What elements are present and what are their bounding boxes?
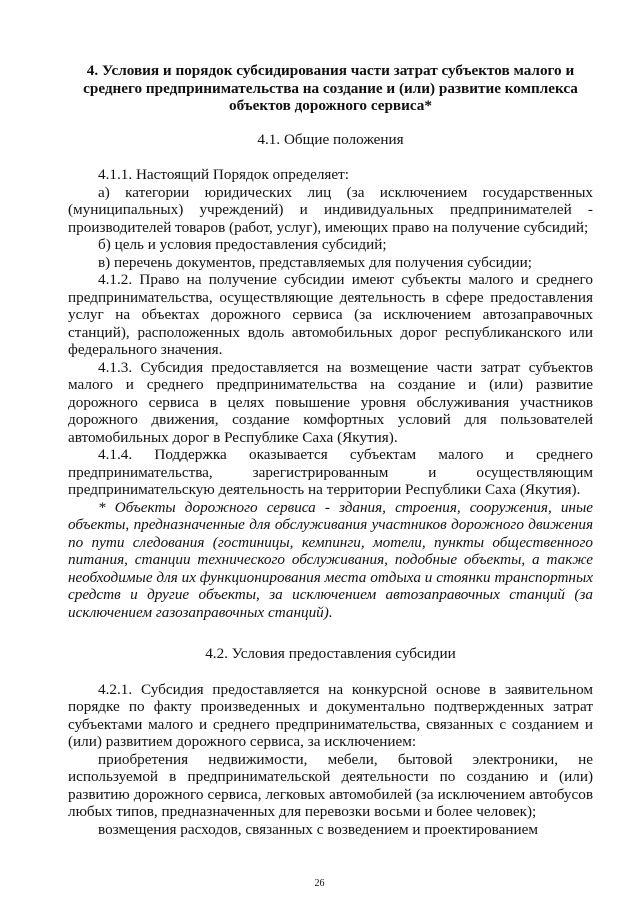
paragraph: приобретения недвижимости, мебели, бытовой электроники, не используемой в предпринимательской деятельности по созданию и (или) развитию дорожного сервиса, легковых автомобилей (за исключением автобусов любых типов, предназначенных для перевозки восьми и более человек);	[68, 750, 593, 820]
paragraph: а) категории юридических лиц (за исключением государственных (муниципальных) учреждений) и индивидуальных предпринимателей - производителей товаров (работ, услуг), имеющих право на получение субсидий;	[68, 183, 593, 236]
section-conditions-body	[68, 681, 593, 839]
page-number: 26	[314, 878, 325, 889]
paragraph: возмещения расходов, связанных с возведением и проектированием	[98, 820, 538, 838]
paragraph: 4.1.1. Настоящий Порядок определяет:	[98, 166, 350, 183]
section-general-body	[68, 166, 593, 621]
paragraph: б) цель и условия предоставления субсидий;	[98, 236, 387, 253]
footnote: * Объекты дорожного сервиса - здания, строения, сооружения, иные объекты, предназначенные для обслуживания участников дорожного движения по пути следования (гостиницы, кемпинги, мотели, пункты общественного питания, станции технического обслуживания, подобные объекты, а также необходимые для их функционирования места отдыха и стоянки транспортных средств и другие объекты, за исключением автозаправочных станций (за исключением газозаправочных станций).	[68, 498, 593, 621]
document-page	[68, 62, 593, 838]
section-heading-conditions: 4.2. Условия предоставления субсидии	[205, 645, 456, 662]
paragraph: 4.1.3. Субсидия предоставляется на возмещение части затрат субъектов малого и среднего предпринимательства на создание и (или) развитие дорожного сервиса в целях повышение уровня обслуживания участников дорожного движения, создание комфортных условий для пользователей автомобильных дорог в Республике Саха (Якутия).	[68, 358, 593, 446]
paragraph: 4.1.4. Поддержка оказывается субъектам малого и среднего предпринимательства, зарегистрированным и осуществляющим предпринимательскую деятельность на территории Республики Саха (Якутия).	[68, 446, 593, 498]
paragraph: в) перечень документов, представляемых для получения субсидии;	[98, 253, 532, 271]
paragraph: 4.2.1. Субсидия предоставляется на конкурсной основе в заявительном порядке по факту произведенных и документально подтвержденных затрат субъектами малого и среднего предпринимательства, связанных с созданием и (или) развитием дорожного сервиса, за исключением:	[68, 680, 593, 750]
document-title: 4. Условия и порядок субсидирования части затрат субъектов малого и среднего предпринимательства на создание и (или) развитие комплекса объектов дорожного сервиса*	[83, 62, 578, 114]
section-heading-general: 4.1. Общие положения	[257, 130, 404, 148]
paragraph: 4.1.2. Право на получение субсидии имеют субъекты малого и среднего предпринимательства, осуществляющие деятельность в сфере предоставления услуг на объектах дорожного сервиса (за исключением автозаправочных станций), расположенных вдоль автомобильных дорог республиканского или федерального значения.	[68, 271, 593, 358]
